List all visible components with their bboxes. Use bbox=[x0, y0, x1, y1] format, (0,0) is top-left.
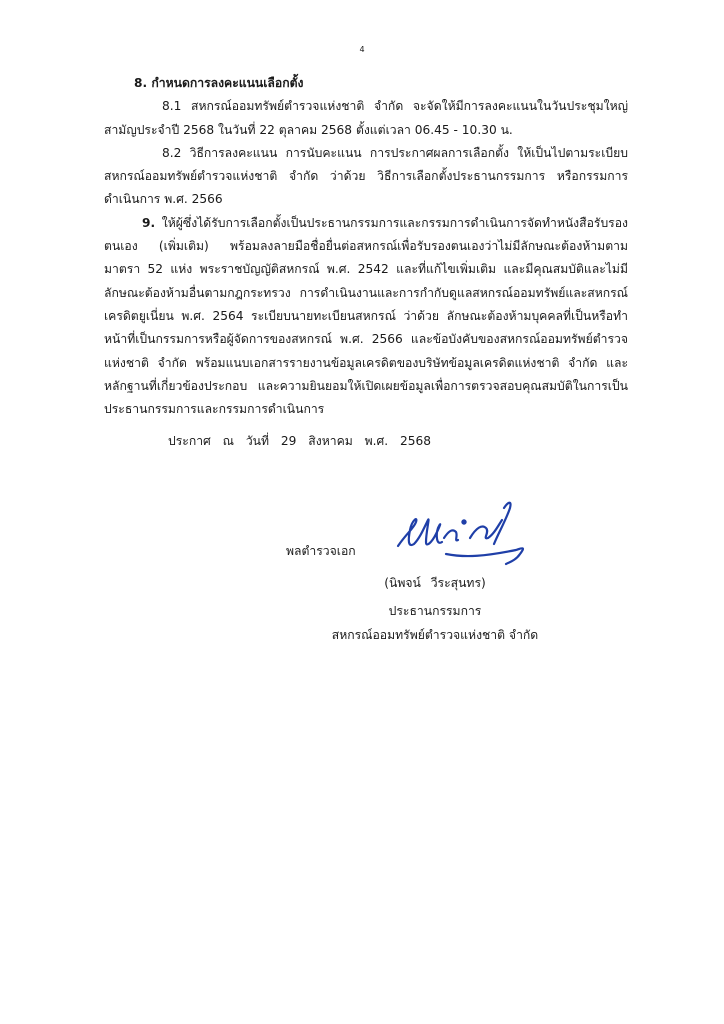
signer-name: (นิพจน์ วีระสุนทร) bbox=[384, 576, 486, 590]
signer-rank: พลตำรวจเอก bbox=[286, 544, 356, 558]
signature-block bbox=[0, 498, 724, 658]
announcement-date: ประกาศ ณ วันที่ 29 สิงหาคม พ.ศ. 2568 bbox=[168, 434, 432, 449]
handwritten-signature bbox=[386, 498, 534, 570]
page-number: 4 bbox=[359, 45, 365, 54]
section-8-2-paragraph: 8.2 วิธีการลงคะแนน การนับคะแนน การประกาศผลการเลือกตั้ง ให้เป็นไปตามระเบียบสหกรณ์ออมทรัพย์ตำรวจแห่งชาติ จำกัด ว่าด้วย วิธีการเลือกตั้งประธานกรรมการ หรือกรรมการดำเนินการ พ.ศ. 2566 bbox=[104, 145, 628, 207]
section-9-paragraph bbox=[104, 212, 628, 422]
section-9-text: ให้ผู้ซึ่งได้รับการเลือกตั้งเป็นประธานกรรมการและกรรมการดำเนินการจัดทำหนังสือรับรองตนเอง (เพิ่มเติม) พร้อมลงลายมือชื่อยื่นต่อสหกรณ์เพื่อรับรองตนเองว่าไม่มีลักษณะต้องห้ามตามมาตรา 52 แห่ง พระราชบัญญัติสหกรณ์ พ.ศ. 2542 และที่แก้ไขเพิ่มเติม และมีคุณสมบัติและไม่มีลักษณะต้องห้ามอื่นตามกฎกระทรวง การดำเนินงานและการกำกับดูแลสหกรณ์ออมทรัพย์และสหกรณ์เครดิตยูเนี่ยน พ.ศ. 2564 ระเบียบนายทะเบียนสหกรณ์ ว่าด้วย ลักษณะต้องห้ามบุคคลที่เป็นหรือทำหน้าที่เป็นกรรมการหรือผู้จัดการของสหกรณ์ พ.ศ. 2566 และข้อบังคับของสหกรณ์ออมทรัพย์ตำรวจแห่งชาติ จำกัด พร้อมแนบเอกสารรายงานข้อมูลเครดิตของบริษัทข้อมูลเครดิตแห่งชาติ จำกัด และหลักฐานที่เกี่ยวข้องประกอบ และความยินยอมให้เปิดเผยข้อมูลเพื่อการตรวจสอบคุณสมบัติในการเป็นประธานกรรมการและกรรมการดำเนินการ bbox=[104, 215, 628, 417]
section-8-1-paragraph: 8.1 สหกรณ์ออมทรัพย์ตำรวจแห่งชาติ จำกัด จะจัดให้มีการลงคะแนนในวันประชุมใหญ่สามัญประจำปี 2568 ในวันที่ 22 ตุลาคม 2568 ตั้งแต่เวลา 06.45 - 10.30 น. bbox=[104, 99, 628, 137]
document-body bbox=[104, 72, 628, 454]
section-9-number: 9. bbox=[142, 215, 156, 230]
signer-organization: สหกรณ์ออมทรัพย์ตำรวจแห่งชาติ จำกัด bbox=[331, 628, 539, 642]
section-8-heading: 8. กำหนดการลงคะแนนเลือกตั้ง bbox=[134, 76, 304, 90]
signer-title: ประธานกรรมการ bbox=[388, 604, 482, 618]
